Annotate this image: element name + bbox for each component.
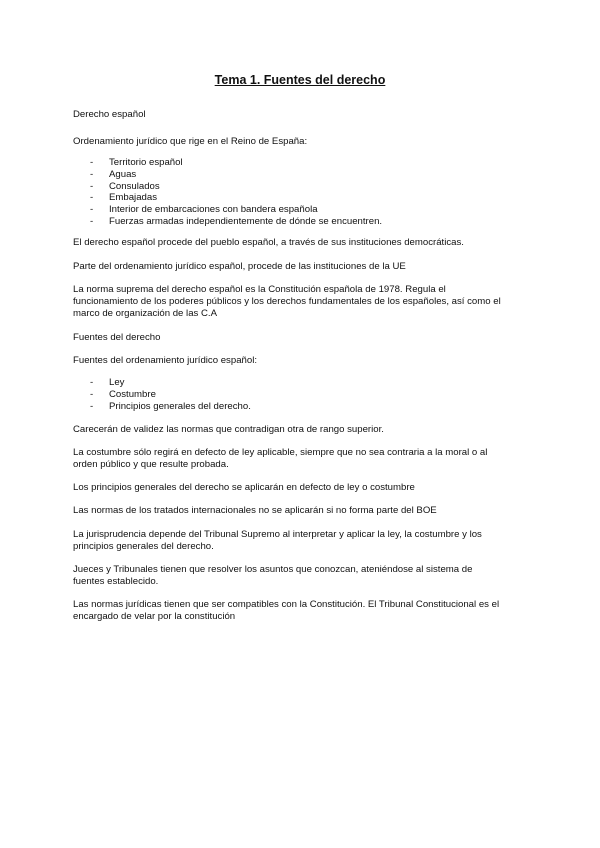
list-item: - Embajadas [73,192,382,204]
paragraph: Carecerán de validez las normas que contradigan otra de rango superior. [73,424,384,435]
bullet-list [73,157,382,228]
section-heading-derecho-espanol: Derecho español [73,109,146,120]
list-item: - Interior de embarcaciones con bandera española [73,204,382,216]
paragraph [73,529,482,553]
list-item: - Ley [73,377,251,389]
paragraph-line: funcionamiento de los poderes públicos y los derechos fundamentales de los españoles, así como el [73,295,501,307]
paragraph-line: Las normas jurídicas tienen que ser compatibles con la Constitución. El Tribunal Constitucional es el [73,599,500,610]
paragraph-line: La norma suprema del derecho español es la Constitución española de 1978. Regula el [73,284,446,295]
paragraph: Fuentes del ordenamiento jurídico español: [73,355,257,366]
list-item: - Principios generales del derecho. [73,401,251,413]
paragraph-line: La jurisprudencia depende del Tribunal Supremo al interpretar y aplicar la ley, la costumbre y los [73,529,482,540]
paragraph: Ordenamiento jurídico que rige en el Reino de España: [73,136,308,147]
paragraph [73,564,472,588]
list-item: - Aguas [73,169,382,181]
list-item: - Costumbre [73,389,251,401]
paragraph-line: fuentes establecido. [73,575,159,587]
paragraph-line: Jueces y Tribunales tienen que resolver los asuntos que conozcan, ateniéndose al sistema de [73,564,473,575]
paragraph: Parte del ordenamiento jurídico español, procede de las instituciones de la UE [73,261,406,272]
list-item: - Territorio español [73,157,382,169]
paragraph [73,447,487,471]
document-title: Tema 1. Fuentes del derecho [214,73,386,87]
paragraph: El derecho español procede del pueblo español, a través de sus instituciones democráticas. [73,237,464,248]
paragraph-line: principios generales del derecho. [73,540,214,552]
section-heading-fuentes-del-derecho: Fuentes del derecho [73,332,161,343]
bullet-list [73,377,251,412]
list-item: - Consulados [73,181,382,193]
paragraph-line: marco de organización de las C.A [73,307,217,319]
paragraph: Los principios generales del derecho se aplicarán en defecto de ley o costumbre [73,482,415,493]
paragraph: Las normas de los tratados internacionales no se aplicarán si no forma parte del BOE [73,505,437,516]
paragraph-line: orden público y que resulte probada. [73,458,229,470]
paragraph [73,284,501,319]
list-item: - Fuerzas armadas independientemente de dónde se encuentren. [73,216,382,228]
paragraph-line: La costumbre sólo regirá en defecto de ley aplicable, siempre que no sea contraria a la moral o al [73,447,488,458]
paragraph-line: encargado de velar por la constitución [73,610,236,622]
paragraph [73,599,499,623]
